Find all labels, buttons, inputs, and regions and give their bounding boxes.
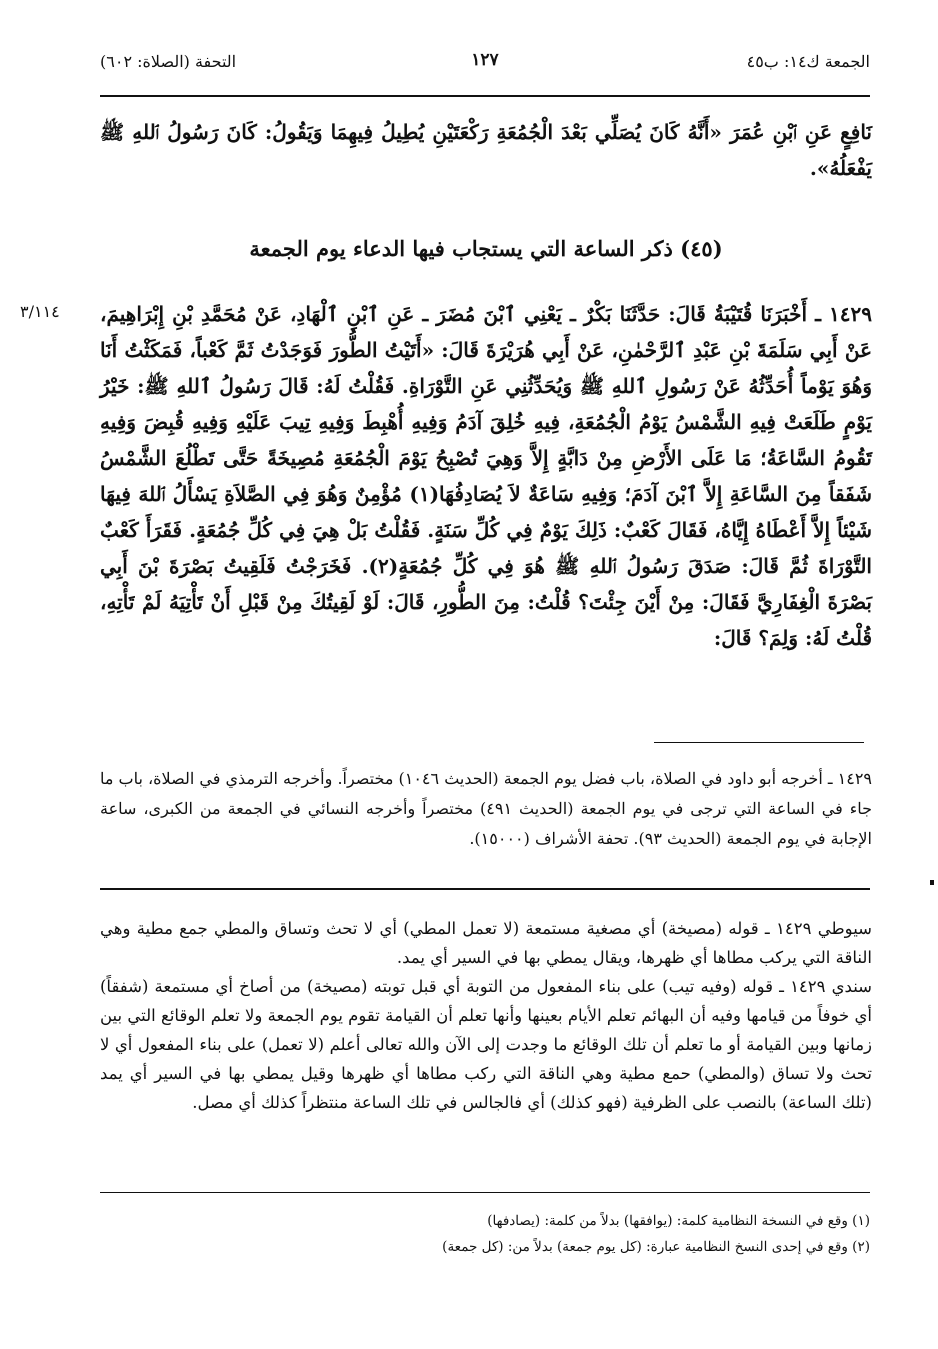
hadith-text: ١٤٢٩ ـ أَخْبَرَنَا قُتَيْبَةُ قَالَ: حَدَّثَنَا بَكْرٌ ـ يَعْنِي ٱبْنَ مُضَرَ ـ عَنِ ٱبْنِ ٱلْهَادِ، عَنْ مُحَمَّدِ بْنِ إِبْرَاهِيمَ، عَنْ أَبِي سَلَمَةَ بْنِ عَبْدِ ٱلرَّحْمٰنِ، عَنْ أَبِي هُرَيْرَةَ قَالَ: «أَتَيْتُ الطُّورَ فَوَجَدْتُ ثَمَّ كَعْباً، فَمَكَثْتُ أَنَا وَهُوَ يَوْماً أُحَدِّثُهُ عَنْ رَسُولِ ٱللهِ ﷺ وَيُحَدِّثُنِي عَنِ التَّوْرَاةِ. فَقُلْتُ لَهُ: قَالَ رَسُولُ ٱللهِ ﷺ: خَيْرُ يَوْمٍ طَلَعَتْ فِيهِ الشَّمْسُ يَوْمُ الْجُمُعَةِ، فِيهِ خُلِقَ آدَمُ وَفِيهِ أُهْبِطَ وَفِيهِ تِيبَ عَلَيْهِ وَفِيهِ قُبِضَ وَفِيهِ تَقُومُ السَّاعَةُ؛ مَا عَلَى الأَرْضِ مِنْ دَابَّةٍ إِلاَّ وَهِيَ تُصْبِحُ يَوْمَ الْجُمُعَةِ مُصِيخَةً حَتَّى تَطْلُعَ الشَّمْسُ شَفَقاً مِنَ السَّاعَةِ إِلاَّ ٱبْنَ آدَمَ؛ وَفِيهِ سَاعَةٌ لاَ يُصَادِفُهَا(١) مُؤْمِنٌ وَهُوَ فِي الصَّلاَةِ يَسْأَلُ ٱللهَ فِيهَا شَيْئاً إِلاَّ أَعْطَاهُ إِيَّاهُ، فَقَالَ كَعْبٌ: ذَلِكَ يَوْمٌ فِي كُلِّ سَنَةٍ. فَقُلْتُ بَلْ هِيَ فِي كُلِّ جُمُعَةٍ. فَقَرَأَ كَعْبٌ التَّوْرَاةَ ثُمَّ قَالَ: صَدَقَ رَسُولُ ٱللهِ ﷺ هُوَ فِي كُلِّ جُمُعَةٍ(٢). فَخَرَجْتُ فَلَقِيتُ بَصْرَةَ بْنَ أَبِي بَصْرَةَ الْغِفَارِيَّ فَقَالَ: مِنْ أَيْنَ جِئْتَ؟ قُلْتُ: مِنَ الطُّورِ، قَالَ: لَوْ لَقِيتُكَ مِنْ قَبْلِ أَنْ تَأْتِيَهُ لَمْ تَأْتِهِ، قُلْتُ لَهُ: وَلِمَ؟ قَالَ:	[100, 302, 873, 650]
footnote-1: (١) وقع في النسخة النظامية كلمة: (يوافقها) بدلاً من كلمة: (يصادفها)	[487, 1213, 870, 1229]
chapter-title: (٤٥) ذكر الساعة التي يستجاب فيها الدعاء يوم الجمعة	[249, 236, 723, 261]
footnotes-rule	[100, 1192, 870, 1193]
intro-hadith-text: نَافِعٍ عَنِ ٱبْنِ عُمَرَ «أَنَّهُ كَانَ يُصَلِّي بَعْدَ الْجُمُعَةِ رَكْعَتَيْنِ يُطِيلُ فِيهِمَا وَيَقُولُ: كَانَ رَسُولُ ٱللهِ ﷺ يَفْعَلُهُ».	[100, 120, 872, 180]
margin-volume-ref: ٣/١١٤	[20, 302, 60, 321]
footnote-2: (٢) وقع في إحدى النسخ النظامية عبارة: (كل يوم جمعة) بدلاً من: (كل جمعة)	[442, 1239, 870, 1255]
header-tuhfa-ref: التحفة (الصلاة: ٦٠٢)	[100, 52, 237, 71]
margin-mark	[930, 880, 934, 885]
sindi-commentary: سندي ١٤٢٩ ـ قوله (وفيه تيب) على بناء المفعول من التوبة أي قبل توبته (مصيخة) من أصاخ أي مستمعة (شفقاً) أي خوفاً من قيامها وفيه أن البهائم تعلم الأيام بعينها وأنها تعلم أن القيامة تقوم يوم الجمعة ولا تعلم الوقائع التي بين زمانها وبين القيامة أو ما تعلم أن تلك الوقائع ما وجدت إلى الآن والله تعالى أعلم (لا تعمل) على بناء المفعول أي لا تحث ولا تساق (والمطي) حمع مطية وهي الناقة التي ركب مطاها أي ظهرها وقيل يمطي بها في السير أي يمد (تلك الساعة) بالنصب على الظرفية (فهو كذلك) أي فالجالس في تلك الساعة منتظراً كذلك أي مصل.	[100, 977, 873, 1112]
running-header	[100, 52, 870, 82]
commentary-section	[100, 914, 872, 1117]
footnotes	[98, 1208, 870, 1260]
header-chapter-ref: الجمعة ك١٤: ب٤٥	[746, 52, 870, 71]
takhrij-text: ١٤٢٩ ـ أخرجه أبو داود في الصلاة، باب فضل يوم الجمعة (الحديث ١٠٤٦) مختصراً. وأخرجه الترمذي في الصلاة، باب ما جاء في الساعة التي ترجى في يوم الجمعة (الحديث ٤٩١) مختصراً وأخرجه النسائي في الجمعة من الكبرى، ساعة الإجابة في يوم الجمعة (الحديث ٩٣). تحفة الأشراف (١٥٠٠٠).	[99, 769, 873, 848]
page-number: ١٢٧	[471, 50, 499, 70]
header-rule	[100, 95, 870, 97]
suyuti-commentary: سيوطي ١٤٢٩ ـ قوله (مصيخة) أي مصغية مستمعة (لا تعمل المطي) أي لا تحث وتساق والمطي جمع مطية وهي الناقة التي يركب مطاها أي ظهرها، ويقال يمطي بها في السير أي يمد.	[100, 919, 872, 967]
commentary-rule	[100, 888, 870, 890]
takhrij-rule	[654, 742, 864, 743]
